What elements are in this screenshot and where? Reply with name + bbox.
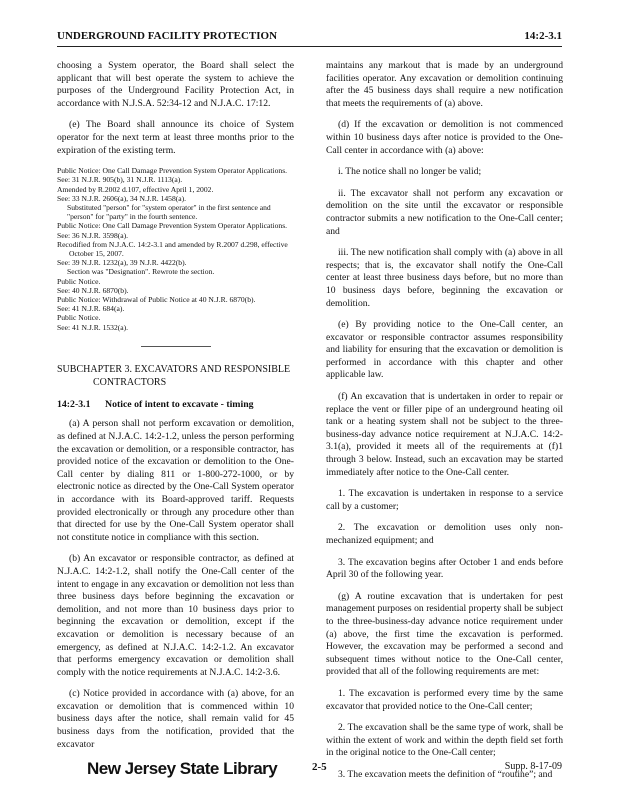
history-note: See: 40 N.J.R. 6870(b). — [57, 285, 129, 295]
divider — [141, 346, 211, 347]
item-f-2: 2. The excavation or demolition uses only non-mechanized equipment; and — [326, 522, 563, 546]
history-note: Public Notice. — [57, 313, 101, 323]
supplement-date: Supp. 8-17-09 — [504, 761, 562, 772]
history-note: See: 41 N.J.R. 684(a). — [57, 304, 125, 314]
item-d-ii: ii. The excavator shall not perform any excavation or demolition on the site until the excavator or responsible contractor submits a new notification to the One-Call center; and — [326, 187, 563, 237]
paragraph-c: (c) Notice provided in accordance with (a) above, for an excavation or demolition that is commenced within 10 business days after the notice, shall remain valid for 45 business days from the notification, provided that the excavator — [57, 688, 294, 750]
history-note: Public Notice: One Call Damage Prevention System Operator Applications. — [57, 221, 288, 231]
library-name: New Jersey State Library — [87, 759, 278, 778]
history-note: Public Notice: One Call Damage Prevention System Operator Applications. — [57, 166, 288, 176]
page-number: 2-5 — [312, 761, 327, 773]
paragraph-d: (d) If the excavation or demolition is not commenced within 10 business days after notice is provided to the One-Call center in accordance with (a) above: — [326, 119, 563, 156]
subchapter-title-line1: SUBCHAPTER 3. EXCAVATORS AND RESPONSIBLE — [57, 363, 291, 375]
section-number: 14:2-3.1 — [57, 398, 91, 410]
paragraph-b: (b) An excavator or responsible contractor, as defined at N.J.A.C. 14:2-1.2, shall notify the One-Call center of the intent to engage in any excavation or demolition not less than three business days before beginning the excavation or demolition, and not more than 10 business days prior to beginning the excavation or demolition, except if the excavation or demolition is necessary because of an emergency, as defined at N.J.A.C. 14:2-1.2. An excavator that performs emergency excavation or demolition shall comply with the notice requirements at N.J.A.C. 14:2-3.6. — [57, 553, 294, 678]
page-footer — [57, 757, 562, 781]
subchapter-heading — [57, 363, 294, 389]
item-d-i: i. The notice shall no longer be valid; — [338, 166, 482, 178]
paragraph-g: (g) A routine excavation that is undertaken for pest management purposes on residential property shall be subject to the three-business-day advance notice requirement under (a) above, the first time the excavation is performed. However, the excavation may be performed a second and subsequent times without notice to the One-Call center, provided that all of the following requirements are met: — [326, 590, 563, 678]
header-title: UNDERGROUND FACILITY PROTECTION — [57, 30, 278, 42]
paragraph-a: (a) A person shall not perform excavation or demolition, as defined at N.J.A.C. 14:2-1.2, unless the person performing the excavation or demolition, or a responsible contractor, has provided notice of the excavation or demolition to the One-Call center by dialing 811 or 1-800-272-1000, or by electronic notice as directed by the One-Call System operator in accordance with its Board-approved tariff. Requests provided electronically or through any procedure other than that directed for use by the One-Call System operator shall not constitute notice in compliance with this section. — [57, 418, 294, 543]
item-g-3: 3. The excavation meets the definition of “routine”; and — [338, 768, 553, 780]
paragraph-continued: choosing a System operator, the Board shall select the applicant that will best operate the system to achieve the purposes of the Underground Facility Protection Act, in accordance with N.J.S.A. 52:34-12 and N.J.A.C. 17:12. — [57, 60, 294, 109]
paragraph-continued: maintains any markout that is made by an underground facilities operator. Any excavation or demolition continuing after the 45 business days shall require a new notification that meets the requirements of (a) above. — [326, 60, 563, 109]
history-note: See: 33 N.J.R. 2606(a), 34 N.J.R. 1458(a). — [57, 193, 187, 203]
history-note: Public Notice. — [57, 276, 101, 286]
history-note: Section was "Designation". Rewrote the section. — [67, 267, 215, 277]
history-note: Substituted "person" for "system operator" in the first sentence and "person" for "party" in the fourth sentence. — [67, 202, 271, 222]
history-note: See: 39 N.J.R. 1232(a), 39 N.J.R. 4422(b). — [57, 258, 187, 268]
section-heading — [57, 399, 294, 412]
history-note: Amended by R.2002 d.107, effective April 1, 2002. — [57, 184, 214, 194]
left-column — [57, 60, 294, 760]
item-g-2: 2. The excavation shall be the same type of work, shall be within the extent of work and within the depth field set forth in the original notice to the One-Call center; — [326, 722, 563, 759]
history-note: Recodified from N.J.A.C. 14:2-3.1 and amended by R.2007 d.298, effective October 15, 2007. — [57, 239, 288, 258]
item-f-1: 1. The excavation is undertaken in response to a service call by a customer; — [326, 488, 563, 512]
item-f-3: 3. The excavation begins after October 1 and ends before April 30 of the following year. — [326, 556, 563, 581]
history-notes — [57, 166, 294, 332]
history-note: See: 36 N.J.R. 3598(a). — [57, 230, 129, 240]
paragraph-e: (e) The Board shall announce its choice of System operator for the next term at least three months prior to the expiration of the existing term. — [57, 119, 294, 156]
right-column — [326, 60, 563, 791]
section-title: Notice of intent to excavate - timing — [105, 398, 254, 410]
header-section-number: 14:2-3.1 — [524, 30, 562, 42]
history-note: See: 31 N.J.R. 905(b), 31 N.J.R. 1113(a). — [57, 175, 183, 185]
running-header — [57, 30, 562, 47]
history-note: Public Notice: Withdrawal of Public Notice at 40 N.J.R. 6870(b). — [57, 295, 256, 304]
paragraph-e: (e) By providing notice to the One-Call center, an excavator or responsible contractor assumes responsibility and liability for ensuring that the excavation or demolition is performed in accordance with this chapter and other applicable law. — [326, 319, 563, 381]
subchapter-title-line2: CONTRACTORS — [93, 376, 167, 388]
paragraph-f: (f) An excavation that is undertaken in order to repair or replace the vent or filler pipe of an underground heating oil tank or a heating system shall not be subject to the three-business-day advance notice requirement at N.J.A.C. 14:2-3.1(a), provided it meets all of the requirements at (f)1 through 3 below. Instead, such an excavation may be started immediately after notice to the One-Call center. — [326, 391, 563, 478]
history-note: See: 41 N.J.R. 1532(a). — [57, 322, 129, 332]
item-d-iii: iii. The new notification shall comply with (a) above in all respects; that is, the excavator shall notify the One-Call center at least three business days before, but no more than 10 business days before, beginning the excavation or demolition. — [326, 247, 563, 309]
item-g-1: 1. The excavation is performed every time by the same excavator that provided notice to the One-Call center; — [326, 687, 563, 712]
